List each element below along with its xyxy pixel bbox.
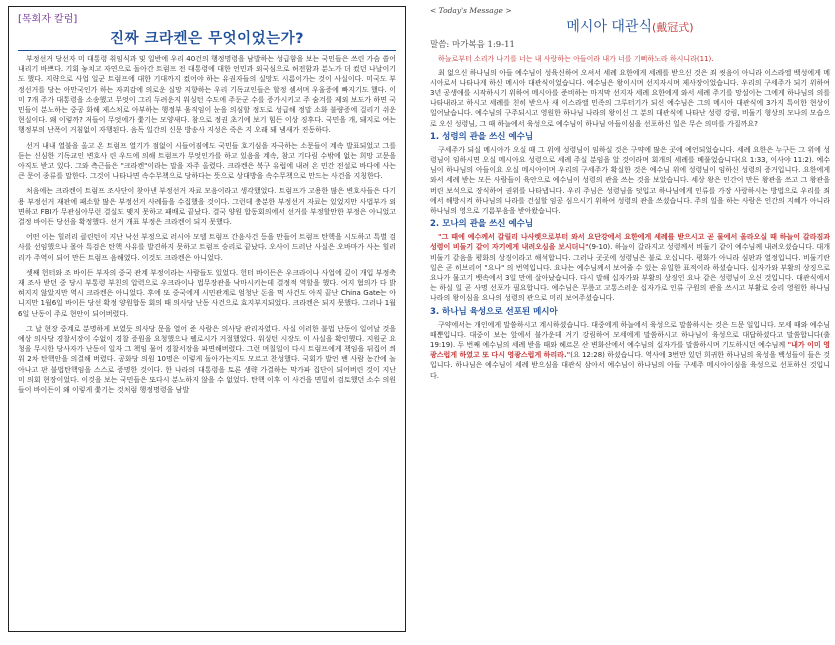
section-body-text: 구약에서는 개인에게 말씀하시고 계시하셨습니다. 대중에게 하늘에서 육성으로 말씀하시는 것은 드문 일입니다. 모세 때와 예수님 때뿐입니다. 대중이 보는 앞에서 불가운데 거기 강림하여 모세에게 말씀하시고 하나님이 육성으로 대답하셨다고 말씀합니다(출 19:19). 두 번째 예수님의 세례 받을 때와 헤르몬 산 변화산에서 예수님의 십자가를 말씀하시며 기도하시던 예수님께 [430,320,830,349]
section-heading: 3. 하나님 육성으로 선포된 메시아 [430,306,558,317]
section-body-text: (요 12:28) 하셨습니다. 역사에 3번만 있던 희귀한 하나님의 육성을 백성들이 들은 것입니다. 하나님은 예수님이 세례 받으심을 대관식 삼아서 예수님이 하나님의 아들 구세주 메시아이심을 육성으로 선포하신 것입니다. [430,351,830,380]
section-body [430,320,830,381]
column-paragraph: 그 날 현장 중계로 분명하게 보였듯 의사당 문을 열어 준 사람은 의사당 관리자였다. 사실 이러한 불법 난동이 일어날 것을 예상 의사당 경찰서장이 수없이 경찰 증원을 요청했으나 펠로시가 거절했었다. 워싱턴 시장도 이 사실을 확인했다. 지원군 요청을 무시한 당사자가 난동이 일자 그 책임 물어 경찰서장을 파면해버렸다. 그런 며칠일이 다시 트럼프에게 책임을 뒤집어 씌워 2차 탄핵안을 의결해 버렸다. 공화당 의원 10명은 이렇게 돌아가는지도 모르고 찬성했다. 국회가 발언 밴 사람 농간에 놀아나고 판 불법탄핵임을 스스로 증명한 것이다. 한 나라의 대통령을 토론 생략 가결하는 막가파 집단이 되어버린 것이 지난 미 의회 현장이었다. 이것을 보는 국민들은 또다시 분노하지 않을 수 없었다. 탄핵 이후 이 사건을 면밀히 검토했던 소수 의원들이 바이든이 왜 이렇게 쫓기는 것처럼 행정명령을 남발 [18,324,396,395]
todays-message-header: < Today's Message > [430,6,512,15]
scripture-reference: 말씀: 마가복음 1:9-11 [430,40,515,50]
section-heading: 1. 성령의 관을 쓰신 예수님 [430,131,534,142]
column-tag: [목회자 칼럼] [18,14,78,25]
sermon-intro: 최 없으신 하나님의 아들 예수님이 성육신하여 오셔서 세례 요한에게 세례를 받으신 것은 죄 씻음이 아니라 이스라엘 백성에게 메시아로서 나타나게 하신 메시아 대관식이었습니다. 예수님은 왕이시며 선지자시며 제사장이었습니다. 우리의 구세주가 되기 위하여 3년 공생애를 시작하시기 위하여 메시아를 준비하는 마지막 선지자 세례 요한에게 와서 세례 주기를 망설이는 그에게 하나님의 의를 나타내라고 하시고 세례를 친히 받으사 새 이스라엘 민족의 그루터기가 되신 예수님은 그의 메시아 대관식에 3가지 특이한 현상이 일어났습니다. 예수님의 구주되시고 영원한 하나님 나라의 왕이신 그 분의 대관식에 나타난 성령 강림, 비둘기 형상의 모나의 모습으로 오신 성령님, 그 때 하늘에서 육성으로 예수님이 하나님 아들이심을 선포하신 일은 무슨 의미를 가질까요? [430,68,830,128]
key-verse: 하늘로부터 소리가 나기를 너는 내 사랑하는 아들이라 내가 너를 기뻐하노라 하시니라(11). [438,55,714,63]
section-body: 구세주가 되실 메시아가 오실 때 그 위에 성령님이 임하실 것은 구약에 많은 곳에 예언되었습니다. 세례 요한은 누구든 그 위에 성령님이 임하시면 오실 메시아요 성령으로 세례 주실 분임을 알 것이라며 회개의 세례를 베풀었습니다(요 1:33, 이사야 11:2). 예수님이 하나님의 아들이요 오실 메시아이며 우리의 구세주가 확실한 것은 예수님 위에 성령님이 임하신 성령의 증거입니다. 요한에게 와서 세례 받는 모든 사람들이 육안으로 예수님이 성령의 관을 쓰는 것을 보았습니다. 세상 왕은 인간이 만든 왕관을 쓰고 그 왕관을 버린 보석으로 장식하여 권위를 나타냅니다. 우리 주님은 성령님을 덧입고 하나님에게 인류를 가장 사랑하시는 방법으로 우리를 죄에서 해방시켜 하나님의 나라를 건설할 임공 심으시기 위하여 성령의 관을 쓰셨습니다. 주의 일을 하는 사람은 인간의 지혜가 아니라 하나님의 영으로 기름부음을 받아왔습니다. [430,145,830,215]
sermon-title-main: 메시아 대관식 [566,19,652,35]
title-rule [18,50,396,51]
section-body [430,232,830,303]
column-paragraph: 셋째 헌터와 조 바이든 부자의 중국 관계 부정이라는 사람들도 있었다. 헌터 바이든은 우크라이나 사업에 깊이 개입 부정축재 조사 받던 중 당시 부통령 부친의 압력으로 우크라이나 법무장관을 낙마시키는데 결정적 역할을 했다. 여지 혐의가 다 밝혀지지 않았지만 역시 크라켄은 아니었다. 후에 또 중국에게 시민관계로 엄청난 돈을 먹 사건도 아직 끝난 China Gate는 아니지만 1월6일 바이든 당선 확정 양원합동 회의 때 의사당 난동 사건으로 효지부지되었다. 크라켄은 되지 못했다. 그러나 1월6일 난동이 주로 현안이 되어버렸다. [18,268,396,318]
column-paragraph: 어떤 이는 힐러리 클린턴이 지난 낙선 부정으로 러시아 모델 트럼프 간음사건 등을 만들어 트럼프 탄핵을 시도하고 특별 검사를 선임했으나 몰아 특검은 탄핵 사유를 발견하지 못하고 트럼프 승리로 끝났다. 오사이 드러난 사실은 오바마가 사는 힐러리가 주역이 되어 만든 트럼프 음해였다. 이것도 크라켄은 아니었다. [18,233,396,262]
column-paragraph: 부정선거 당선자 미 대통령 취임식과 및 일반에 우리 40건의 행정명령을 남발하는 성급함을 보는 국민들은 쓰린 가슴 쓸어내리기 바쁘다. 기회 놓치고 자연으로 돌아간 트럼프 전 대통령에 대한 언민과 외국심으로 허전함과 분노가 더 컸던 나날이기도 했다. 지략으로 사업 일군 트럼프에 대한 기대까지 컸어야 하는 유권자들의 실망도 시름이가는 것이 사실이다. 미국도 부정선거를 당는 아만국인가 하는 자괴감에 의로운 실망 지향하는 우리 기독교인들은 할정 셈셔며 우울증에 빠지기도 했다. 이미 7개 주가 대통령을 소송했고 무엇이 그리 두려운지 워싱턴 수도에 주둔군 수를 증가시키고 주 숨겨를 제외 보도가 하면 국민들이 분노하는 중공 화해 제스처로 아부하는 행정부 움직임이 눈을 의심할 정도로 성급해 정말 소화 불량증에 걸리기 쉬운 현실이다. 왜 이렇까? 저들이 무엇에가 쫓기는 모양새다. 참으로 정권 초기에 보기 힘든 이상 징후다. 국민을 개, 돼지로 여는 행정부의 난폭이 거침없이 자행된다. 음독 일간의 신문 방송사 지성은 죽은 지 오래 돼 냄새가 진동하다. [18,55,396,135]
column-paragraph: 선거 내내 열불을 올고 온 트럼프 열기가 점없이 시들어짐에도 국민들 호기심을 자극하는 소문들이 계속 발표되었고 그를 듣는 신심한 기독교인 변호사 린 우드에 의해 트럼프가 무엇인가를 하고 있음을 계속, 참고 기다림 수밖에 없는 희망 고문을 아직도 받고 있다. 그와 측근들은 "크라켄"이라는 말을 자주 올렸다. 크라켄은 북구 유럽에 내려 온 민간 전설로 바다에 사는 큰 문어 종류를 말한다. 그것이 나타나면 속수무책으로 당하다는 뜻으로 상대방을 속수무책으로 만드는 사건을 지칭한다. [18,141,396,181]
right-page [430,6,830,634]
sermon-title [430,18,830,37]
section-body-text: (9-10). 하늘이 갈라지고 성령께서 비둘기 같이 예수님께 내려오셨습니다. 대개 비둘기 같음을 평화의 상징이라고 해석합니다. 그러나 곳곳에 성령님은 불로 오십니다. 평화가 아니라 심판과 열정입니다. 비둘기란 일은 곧 히브리어 "요나" 의 번역입니다. 요나는 예수님께서 보여줄 수 있는 유일한 표적이라 하셨습니다. 십자가와 부활의 상징으로 요나가 물고기 뱃속에서 3일 만에 살아났습니다. 다시 말해 십자가와 부활의 상징인 요나 같은 성령님이 오신 것입니다. 대관식에서는 하실 일 곧 사명 선포가 필요합니다. 예수님은 무릎고 고통스러운 십자가로 인류 구원의 관을 쓰시고 부활로 승리 영원한 하나님 나라의 왕이심을 요나의 성령의 관으로 미리 보여주셨습니다. [430,243,830,303]
highlighted-verse: "내가 이미 영광스럽게 하였고 또 다시 영광스럽게 하리라." [430,340,830,360]
column-box [8,6,406,632]
column-paragraph: 처음에는 크라켄이 트럼프 조사단이 찾아낸 부정선거 자료 모음이라고 생각했었다. 트럼프가 고용한 많은 변호사들은 다기 용 부정선거 재판에 패소할 많은 부정선거 사례들을 수집했을 것이다. 그런데 충분한 부정선거 자료는 있었지만 사법부가 외면하고 FBI가 무관심아무런 결실도 맺지 못하고 패배로 끝났다. 결국 양원 합동회의에서 선거를 부정할만한 부정은 아니었고 결정 바이든 당선을 확정했다. 선거 개표 부정은 크라켄이 되지 못했다. [18,187,396,227]
highlighted-verse: "그 때에 예수께서 갈릴리 나사렛으로부터 와서 요단강에서 요한에게 세례를 받으시고 곧 물에서 올라오실 때 하늘이 갈라짐과 성령이 비둘기 같이 자기에게 내려오심을 보시더니" [430,233,830,252]
left-page [8,6,408,634]
sermon-title-hanja: (戴冠式) [652,21,694,34]
column-title: 진짜 크라켄은 무엇이었는가? [109,31,305,47]
section-heading: 2. 모나의 관을 쓰신 예수님 [430,219,534,230]
